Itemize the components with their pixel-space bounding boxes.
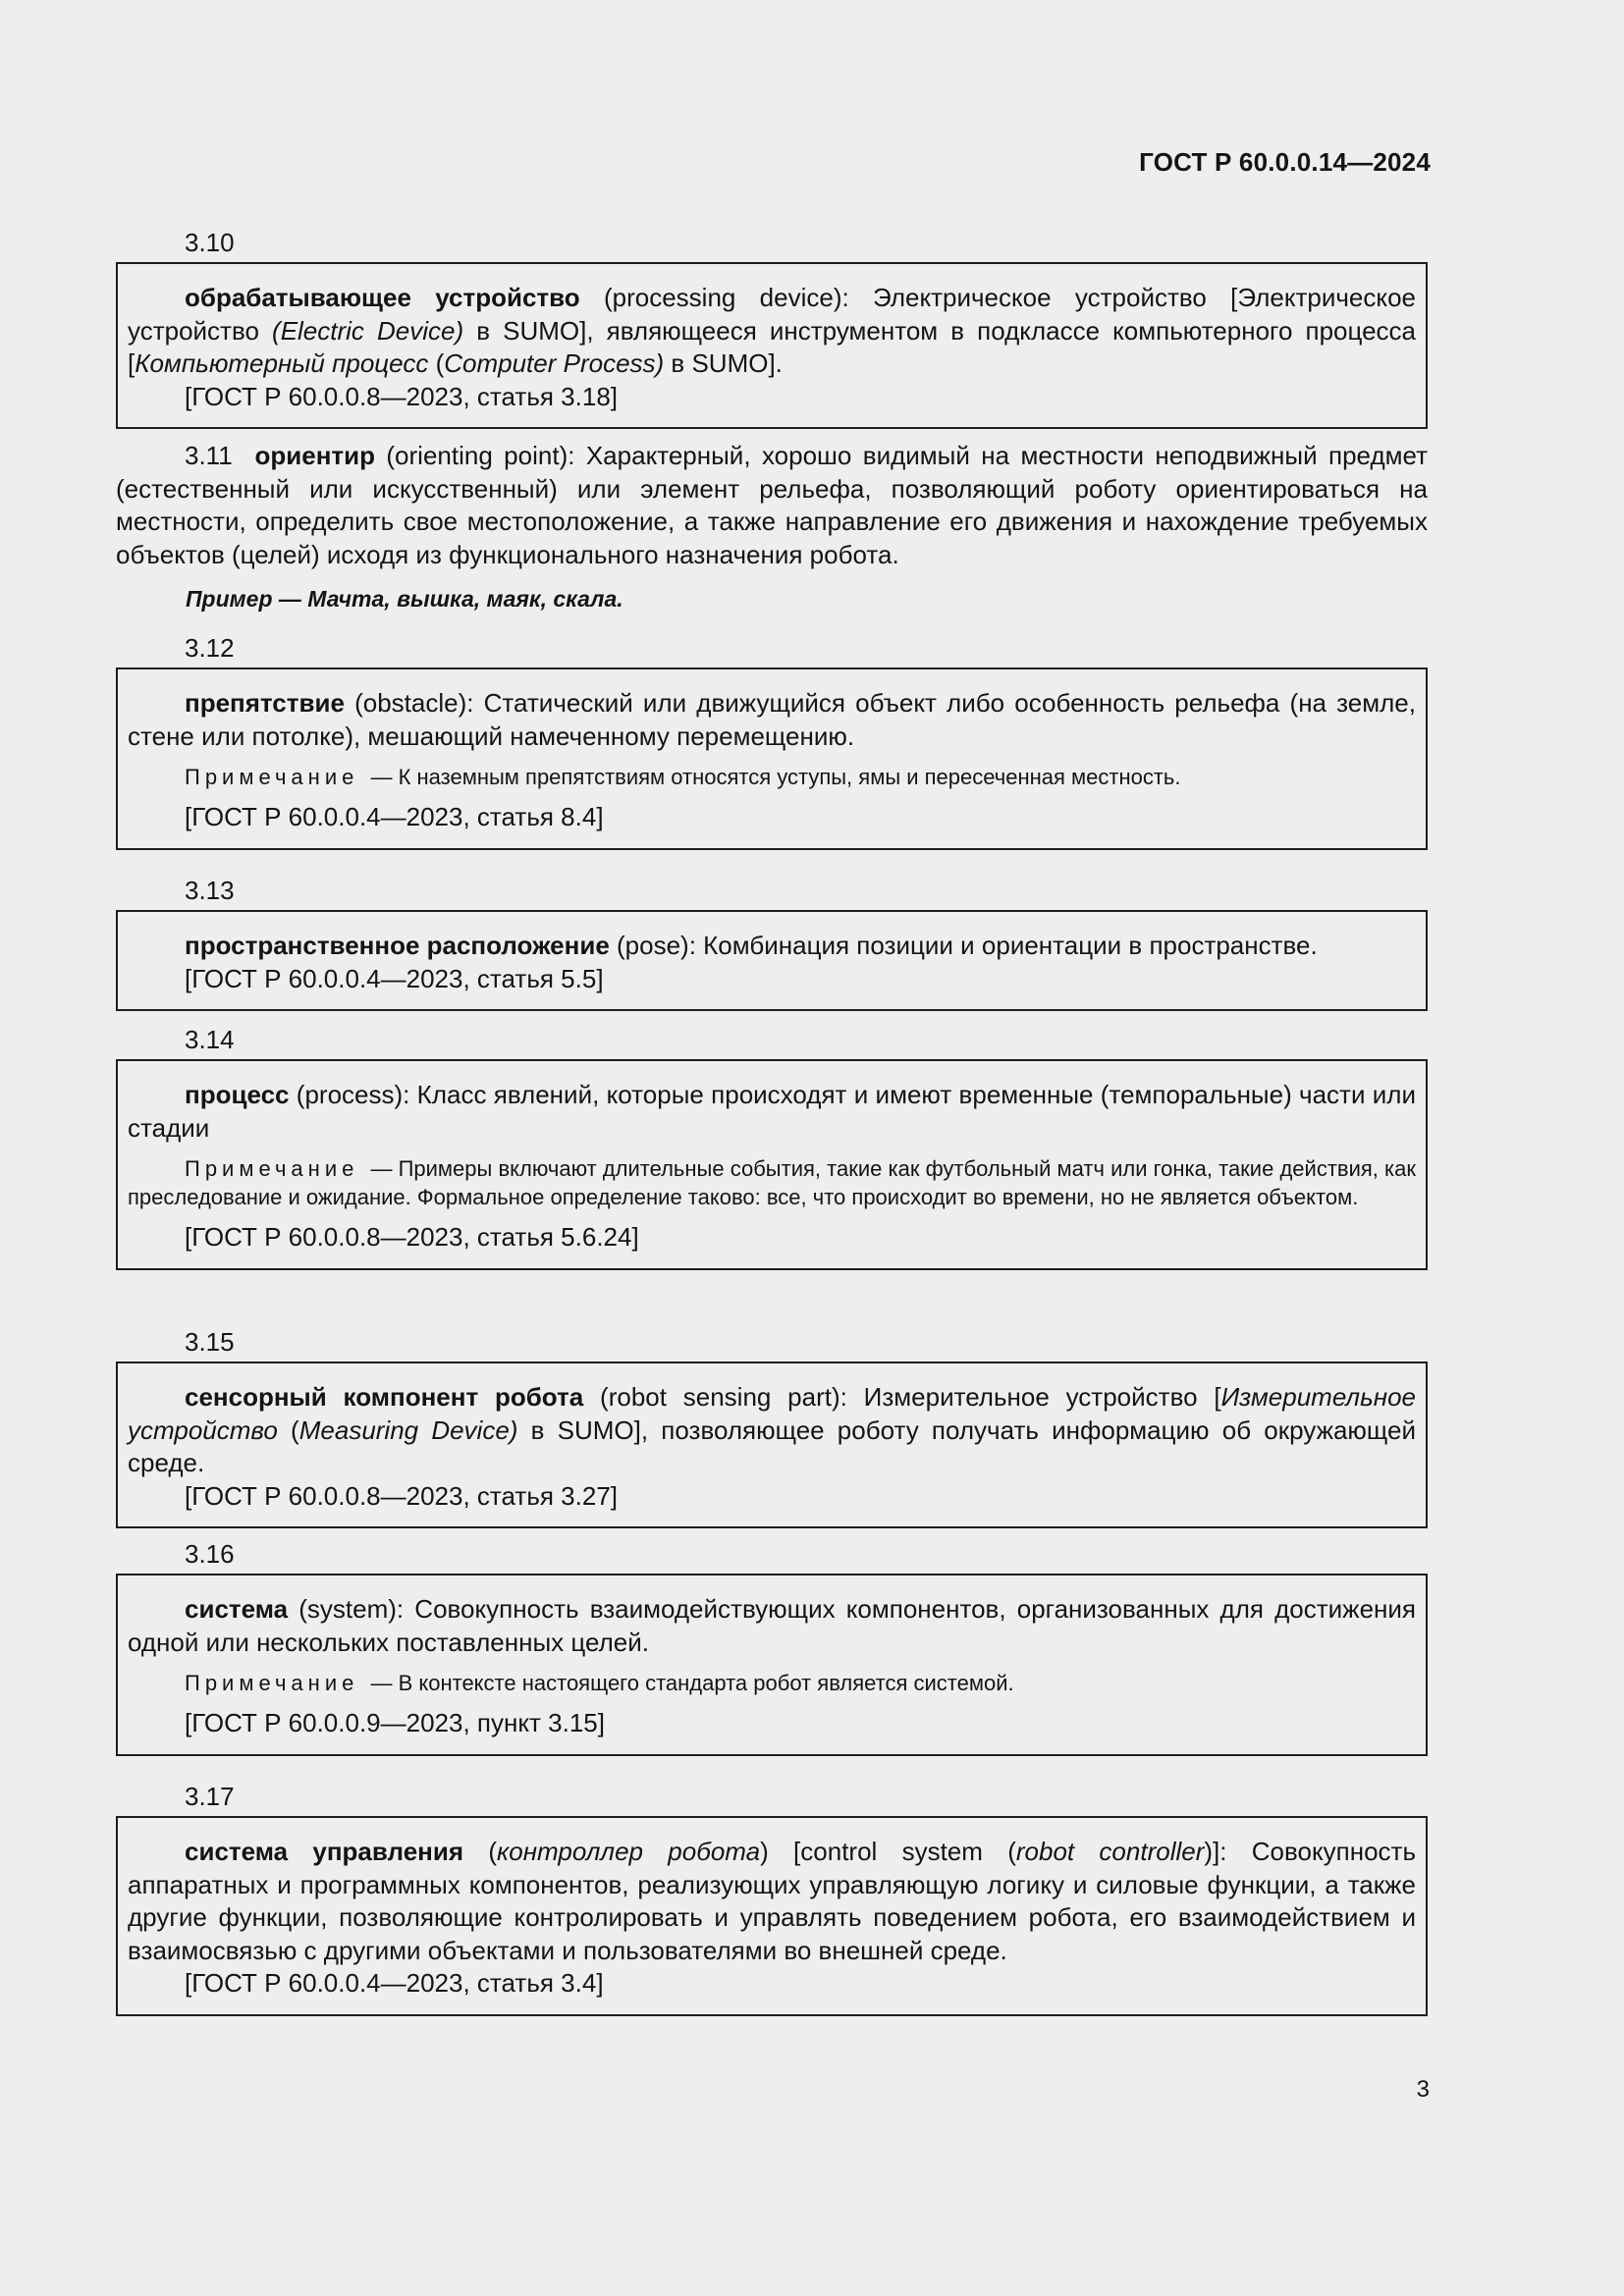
term-source-reference: [ГОСТ Р 60.0.0.8—2023, статья 3.18] bbox=[185, 381, 618, 411]
entry-number: 3.12 bbox=[185, 633, 235, 663]
term-name: пространственное расположение bbox=[185, 931, 610, 960]
term-source-reference: [ГОСТ Р 60.0.0.9—2023, пункт 3.15] bbox=[185, 1708, 605, 1737]
term-example: Пример — Мачта, вышка, маяк, скала. bbox=[186, 586, 623, 612]
term-box bbox=[116, 910, 1428, 1011]
term-box bbox=[116, 1816, 1428, 2016]
term-definition: препятствие (obstacle): Статический или движущийся объект либо особенность рельефа (на земле, стене или потолке), мешающий намеченному перемещению. bbox=[128, 688, 1416, 751]
term-source-reference: [ГОСТ Р 60.0.0.8—2023, статья 3.27] bbox=[185, 1480, 618, 1511]
term-definition: пространственное расположение (pose): Комбинация позиции и ориентации в пространстве. bbox=[185, 931, 1318, 960]
term-box bbox=[116, 262, 1428, 429]
entry-number: 3.17 bbox=[185, 1782, 235, 1811]
note-label: Примечание bbox=[185, 765, 359, 789]
entry-number: 3.13 bbox=[185, 876, 235, 905]
term-name: сенсорный компонент робота bbox=[185, 1382, 584, 1412]
term-definition: сенсорный компонент робота (robot sensing part): Измерительное устройство [Измерительное устройство (Measuring Device) в SUMO], позволяющее роботу получать информацию об окружающей среде. bbox=[128, 1382, 1417, 1477]
term-box bbox=[116, 1574, 1428, 1756]
term-name: процесс bbox=[185, 1080, 290, 1109]
note-label: Примечание bbox=[185, 1671, 359, 1695]
term-box bbox=[116, 1362, 1428, 1528]
term-definition: процесс (process): Класс явлений, которые происходят и имеют временные (темпоральные) части или стадии bbox=[128, 1080, 1416, 1143]
term-source-reference: [ГОСТ Р 60.0.0.4—2023, статья 3.4] bbox=[185, 1968, 604, 1998]
term-note: Примечание — В контексте настоящего стандарта робот является системой. bbox=[185, 1671, 1014, 1695]
term-source-reference: [ГОСТ Р 60.0.0.4—2023, статья 5.5] bbox=[185, 963, 604, 993]
entry-number: 3.15 bbox=[185, 1327, 235, 1357]
term-source-reference: [ГОСТ Р 60.0.0.4—2023, статья 8.4] bbox=[185, 802, 604, 831]
term-name: обрабатывающее устройство bbox=[185, 283, 580, 312]
term-box bbox=[116, 667, 1428, 850]
term-box bbox=[116, 1059, 1428, 1270]
term-definition: обрабатывающее устройство (processing device): Электрическое устройство [Электрическое устройство (Electric Device) в SUMO], являющееся инструментом в подклассе компьютерного процесса [Компьютерный процесс (Computer Process) в SUMO]. bbox=[128, 283, 1417, 378]
term-note: Примечание — Примеры включают длительные события, такие как футбольный матч или гонка, такие действия, как преследование и ожидание. Формальное определение таково: все, что происходит во времени, но не является объектом. bbox=[128, 1156, 1416, 1209]
term-name: система bbox=[185, 1594, 289, 1624]
page-number: 3 bbox=[1416, 2076, 1430, 2103]
term-definition-plain: 3.11 ориентир (orienting point): Характерный, хорошо видимый на местности неподвижный предмет (естественный или искусственный) или элемент рельефа, позволяющий роботу ориентироваться на местности, определить свое местоположение, а также направление его движения и нахождение требуемых объектов (целей) исходя из функционального назначения робота. bbox=[116, 441, 1428, 569]
term-source-reference: [ГОСТ Р 60.0.0.8—2023, статья 5.6.24] bbox=[185, 1222, 639, 1252]
document-header-id: ГОСТ Р 60.0.0.14—2024 bbox=[1139, 147, 1431, 177]
term-note: Примечание — К наземным препятствиям относятся уступы, ямы и пересеченная местность. bbox=[185, 765, 1181, 789]
entry-number: 3.10 bbox=[185, 228, 235, 257]
entry-number: 3.16 bbox=[185, 1539, 235, 1569]
term-definition: система управления (контроллер робота) [control system (robot controller)]: Совокупность аппаратных и программных компонентов, реализующих управляющую логику и силовые функции, а также другие функции, позволяющие контролировать и управлять поведением робота, его взаимодействием и взаимосвязью с другими объектами и пользователями во внешней среде. bbox=[128, 1837, 1416, 1965]
term-definition: система (system): Совокупность взаимодействующих компонентов, организованных для достижения одной или нескольких поставленных целей. bbox=[128, 1594, 1416, 1657]
term-name: препятствие bbox=[185, 688, 345, 718]
term-name: ориентир bbox=[254, 441, 375, 470]
note-label: Примечание bbox=[185, 1156, 359, 1181]
term-name: система управления bbox=[185, 1837, 464, 1866]
entry-number: 3.14 bbox=[185, 1025, 235, 1054]
